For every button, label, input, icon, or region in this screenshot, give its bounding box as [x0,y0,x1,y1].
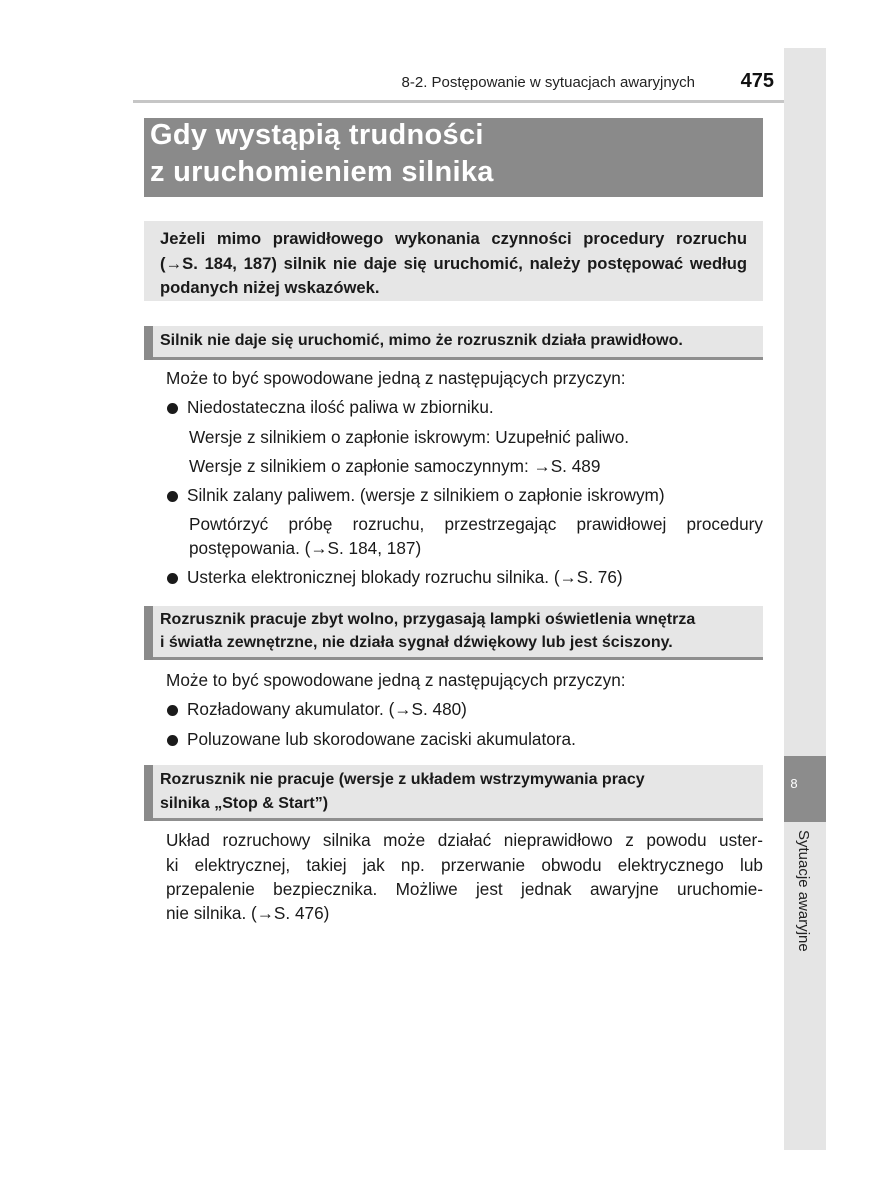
list-item-fuel: Niedostateczna ilość paliwa w zbiorniku. [187,397,494,417]
chapter-number: 8 [790,776,798,791]
page-title [144,118,763,197]
page-number: 475 [740,70,774,92]
paragraph-line: ki elektrycznej, takiej jak np. przerwanie obwodu elektrycznego lub [166,855,763,875]
section-heading-text-line-2: i światła zewnętrzne, nie działa sygnał dźwiękowy lub jest ściszony. [160,634,673,651]
chapter-label: Sytuacje awaryjne [795,830,812,952]
section-heading-text-line-1: Rozrusznik pracuje zbyt wolno, przygasają lampki oświetlenia wnętrza [160,611,696,628]
section-heading-bar [144,326,153,360]
intro-box [144,221,763,301]
section-heading-text-line-1: Rozrusznik nie pracuje (wersje z układem wstrzymywania pracy [160,771,645,788]
bullet-icon [167,735,178,746]
bullet-icon [167,491,178,502]
list-item-immobilizer: Usterka elektronicznej blokady rozruchu silnika. (→S. 76) [187,567,623,587]
section-lead-text: Może to być spowodowane jedną z następujących przyczyn: [166,670,626,690]
page-title-line-1: Gdy wystąpią trudności [150,119,484,151]
page-title-line-2: z uruchomieniem silnika [150,156,494,188]
chapter-side-tab [784,48,826,1150]
section-lead-text: Może to być spowodowane jedną z następujących przyczyn: [166,368,626,388]
bullet-icon [167,573,178,584]
paragraph-line: przepalenie bezpiecznika. Możliwe jest jednak awaryjne uruchomie- [166,879,763,899]
intro-text: Jeżeli mimo prawidłowego wykonania czynności procedury rozruchu (→S. 184, 187) silnik nie daje się uruchomić, należy postępować według podanych niżej wskazówek. [160,229,747,297]
bullet-icon [167,403,178,414]
list-item-detail: Wersje z silnikiem o zapłonie samoczynnym: →S. 489 [189,456,601,476]
section-heading-starter-slow [144,606,763,660]
list-item-terminals: Poluzowane lub skorodowane zaciski akumulatora. [187,729,576,749]
list-item-battery: Rozładowany akumulator. (→S. 480) [187,699,467,719]
running-header-section: 8-2. Postępowanie w sytuacjach awaryjnych [401,74,695,91]
section-heading-text-line-2: silnika „Stop & Start”) [160,795,329,812]
list-item-detail: Wersje z silnikiem o zapłonie iskrowym: Uzupełnić paliwo. [189,427,630,447]
list-item-flooded: Silnik zalany paliwem. (wersje z silnikiem o zapłonie iskrowym) [187,485,665,505]
list-item-detail: postępowania. (→S. 184, 187) [189,538,422,558]
paragraph-line: nie silnika. (→S. 476) [166,903,330,923]
list-item-detail: Powtórzyć próbę rozruchu, przestrzegając prawidłowej procedury [189,514,763,534]
section-heading-starter-not-working [144,765,763,821]
section-heading-engine-not-starting [144,326,763,360]
section-heading-text: Silnik nie daje się uruchomić, mimo że rozrusznik działa prawidłowo. [160,332,683,349]
bullet-icon [167,705,178,716]
section-heading-bar [144,765,153,821]
section-heading-bar [144,606,153,660]
header-divider [133,100,825,103]
paragraph-line: Układ rozruchowy silnika może działać nieprawidłowo z powodu uster- [166,830,763,850]
